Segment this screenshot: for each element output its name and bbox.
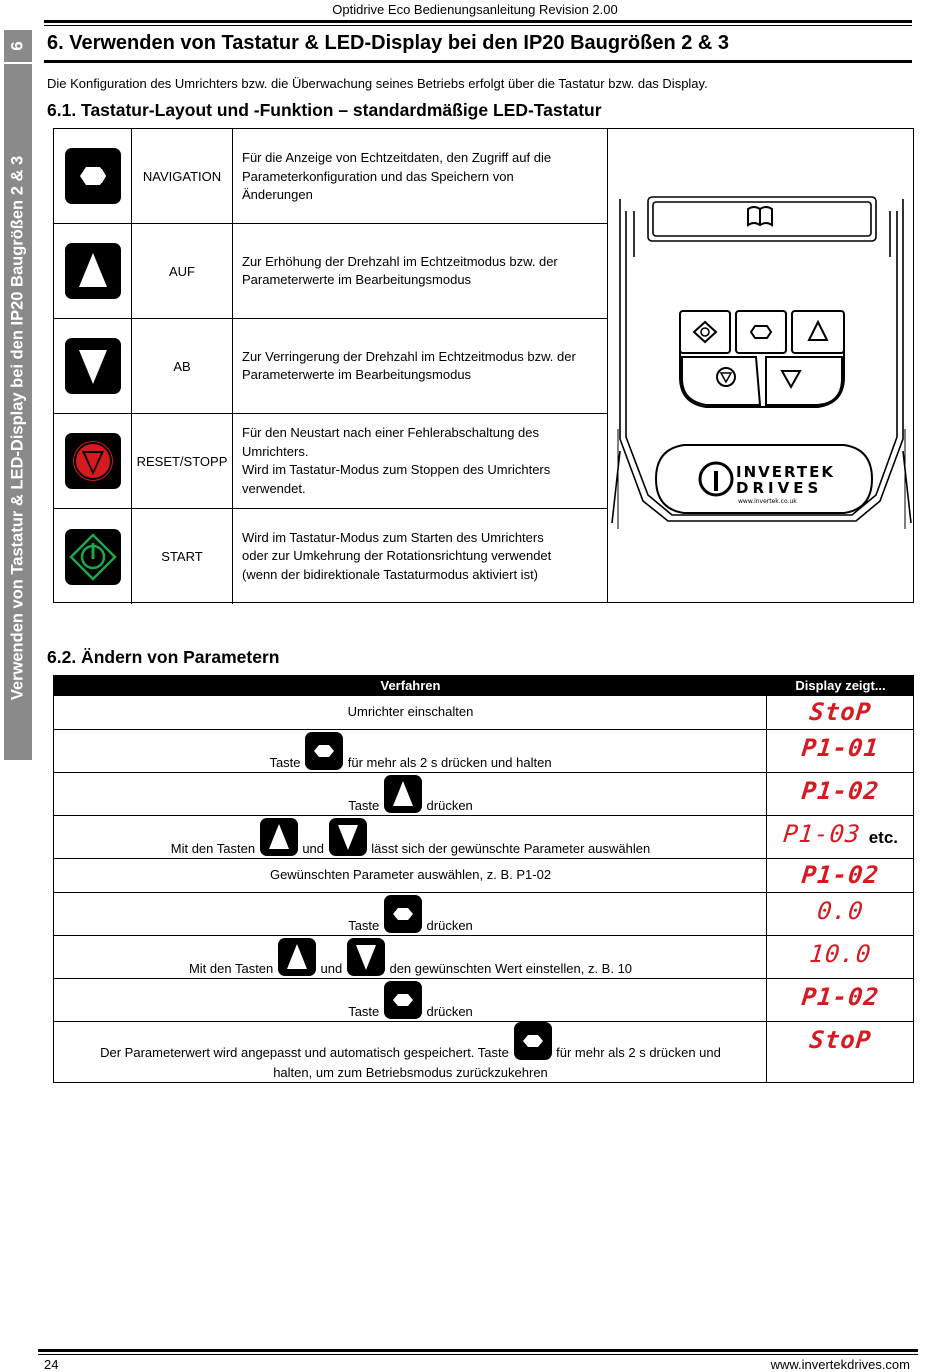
col-display-header: Display zeigt... bbox=[795, 678, 886, 693]
procedure-text: drücken bbox=[426, 798, 473, 813]
keypad-row-reset-stop bbox=[54, 414, 607, 509]
reset-stop-key-icon bbox=[65, 433, 121, 489]
keypad-brand-line1: INVERTEK bbox=[736, 463, 835, 481]
down-arrow-key-icon bbox=[347, 938, 385, 976]
chapter-number-box bbox=[4, 30, 32, 64]
led-display-value: 0.0 bbox=[815, 897, 866, 925]
keypad-brand-line2: DRIVES bbox=[736, 479, 823, 497]
etc-label: etc. bbox=[868, 828, 898, 847]
procedure-text: Der Parameterwert wird angepasst und automatisch gespeichert. Taste bbox=[100, 1045, 509, 1060]
procedure-text: Mit den Tasten bbox=[170, 841, 256, 856]
keypad-section-title: 6.1. Tastatur-Layout und -Funktion – standardmäßige LED-Tastatur bbox=[47, 100, 602, 120]
section-title-rule bbox=[44, 60, 912, 63]
procedure-text: Taste bbox=[348, 1004, 380, 1019]
procedure-text: Umrichter einschalten bbox=[347, 704, 474, 719]
running-header: Optidrive Eco Bedienungsanleitung Revision 2.00 bbox=[332, 2, 618, 17]
key-name: START bbox=[132, 509, 233, 604]
navigation-key-icon bbox=[65, 148, 121, 204]
chapter-side-title: Verwenden von Tastatur & LED-Display bei den IP20 Baugrößen 2 & 3 bbox=[8, 155, 27, 701]
keypad-illustration-cell bbox=[607, 129, 914, 602]
key-description-line: (wenn der bidirektionale Tastaturmodus aktiviert ist) bbox=[242, 566, 539, 582]
navigation-key-icon bbox=[305, 732, 343, 770]
led-display-value: P1-01 bbox=[800, 734, 881, 762]
key-description-line: oder zur Umkehrung der Rotationsrichtung verwendet bbox=[242, 548, 552, 564]
navigation-key-icon bbox=[384, 981, 422, 1019]
procedure-row bbox=[54, 1021, 913, 1082]
keypad-function-table bbox=[53, 128, 914, 603]
key-description-line: Änderungen bbox=[242, 187, 313, 202]
procedure-row bbox=[54, 892, 913, 935]
procedure-row bbox=[54, 729, 913, 772]
procedure-table-header bbox=[54, 676, 913, 695]
key-name: AB bbox=[132, 319, 233, 413]
col-procedure-header: Verfahren bbox=[380, 678, 441, 693]
keypad-row-up bbox=[54, 224, 607, 319]
led-display-value: P1-02 bbox=[800, 777, 881, 805]
procedure-text: für mehr als 2 s drücken und bbox=[556, 1045, 721, 1060]
key-description bbox=[242, 509, 604, 604]
up-arrow-key-icon bbox=[260, 818, 298, 856]
procedure-text: Taste bbox=[269, 755, 301, 770]
procedure-text: für mehr als 2 s drücken und halten bbox=[347, 755, 552, 770]
chapter-side-tab bbox=[4, 30, 32, 760]
keypad-brand-url: www.invertek.co.uk bbox=[738, 498, 797, 505]
key-description-line: Parameterwerte im Bearbeitungsmodus bbox=[242, 272, 472, 287]
intro-paragraph: Die Konfiguration des Umrichters bzw. die Überwachung seines Betriebs erfolgt über die Tastatur bzw. das Display. bbox=[47, 76, 708, 91]
procedure-row bbox=[54, 978, 913, 1021]
up-arrow-key-icon bbox=[384, 775, 422, 813]
section-title: 6. Verwenden von Tastatur & LED-Display bei den IP20 Baugrößen 2 & 3 bbox=[47, 32, 730, 54]
parameter-procedure-table bbox=[53, 675, 914, 1083]
procedure-row bbox=[54, 695, 913, 729]
footer-rule-thin bbox=[38, 1354, 918, 1355]
procedure-text: drücken bbox=[426, 918, 473, 933]
up-arrow-key-icon bbox=[278, 938, 316, 976]
procedure-row bbox=[54, 772, 913, 815]
key-description bbox=[242, 319, 604, 413]
key-description-line: Parameterkonfiguration und das Speichern von bbox=[242, 168, 514, 184]
navigation-key-icon bbox=[384, 895, 422, 933]
keypad-row-start bbox=[54, 509, 607, 604]
footer-rule bbox=[38, 1349, 918, 1352]
header-rule-thin bbox=[44, 25, 912, 26]
procedure-text: Mit den Tasten bbox=[188, 961, 274, 976]
procedure-text: und bbox=[302, 841, 325, 856]
key-description-line: verwendet. bbox=[242, 480, 306, 496]
procedure-row bbox=[54, 858, 913, 892]
start-key-icon bbox=[65, 529, 121, 585]
procedure-section-title: 6.2. Ändern von Parametern bbox=[47, 647, 280, 667]
key-name: NAVIGATION bbox=[132, 129, 233, 223]
led-display-value: StoP bbox=[808, 698, 873, 726]
key-name: RESET/STOPP bbox=[132, 414, 233, 508]
key-description bbox=[242, 129, 604, 223]
key-description bbox=[242, 224, 604, 318]
page-number: 24 bbox=[44, 1357, 59, 1372]
key-name: AUF bbox=[132, 224, 233, 318]
procedure-text: lässt sich der gewünschte Parameter auswählen bbox=[371, 841, 651, 856]
procedure-row bbox=[54, 935, 913, 978]
key-description-line: Für den Neustart nach einer Fehlerabschaltung des bbox=[242, 425, 540, 440]
led-display-value: P1-02 bbox=[800, 861, 881, 889]
procedure-text: Taste bbox=[348, 798, 380, 813]
led-display-value: StoP bbox=[808, 1026, 873, 1054]
led-display-value: P1-02 bbox=[800, 983, 881, 1011]
footer-url: www.invertekdrives.com bbox=[770, 1357, 910, 1372]
key-description-line: Wird im Tastatur-Modus zum Stoppen des Umrichters bbox=[242, 462, 551, 477]
navigation-key-icon bbox=[514, 1022, 552, 1060]
procedure-text: den gewünschten Wert einstellen, z. B. 10 bbox=[389, 961, 633, 976]
key-description bbox=[242, 414, 604, 508]
down-arrow-key-icon bbox=[65, 338, 121, 394]
down-arrow-key-icon bbox=[329, 818, 367, 856]
procedure-text: halten, um zum Betriebsmodus zurückzukehren bbox=[273, 1065, 548, 1080]
procedure-row bbox=[54, 815, 913, 858]
procedure-text: und bbox=[320, 961, 343, 976]
keypad-row-navigation bbox=[54, 129, 607, 224]
procedure-text: drücken bbox=[426, 1004, 473, 1019]
key-description-line: Parameterwerte im Bearbeitungsmodus bbox=[242, 367, 472, 382]
key-description-line: Zur Erhöhung der Drehzahl im Echtzeitmodus bzw. der bbox=[242, 253, 558, 269]
key-description-line: Für die Anzeige von Echtzeitdaten, den Zugriff auf die bbox=[242, 150, 552, 165]
key-description-line: Umrichters. bbox=[242, 443, 309, 459]
chapter-number: 6 bbox=[8, 41, 27, 51]
led-display-value: 10.0 bbox=[808, 940, 873, 968]
keypad-row-down bbox=[54, 319, 607, 414]
key-description-line: Zur Verringerung der Drehzahl im Echtzeitmodus bzw. der bbox=[242, 348, 576, 364]
procedure-text: Gewünschten Parameter auswählen, z. B. P1-02 bbox=[269, 867, 552, 882]
procedure-text: Taste bbox=[348, 918, 380, 933]
led-display-value: P1-03 bbox=[781, 820, 863, 848]
key-description-line: Wird im Tastatur-Modus zum Starten des Umrichters bbox=[242, 529, 544, 545]
keypad-illustration bbox=[608, 129, 915, 602]
up-arrow-key-icon bbox=[65, 243, 121, 299]
header-rule bbox=[44, 20, 912, 23]
